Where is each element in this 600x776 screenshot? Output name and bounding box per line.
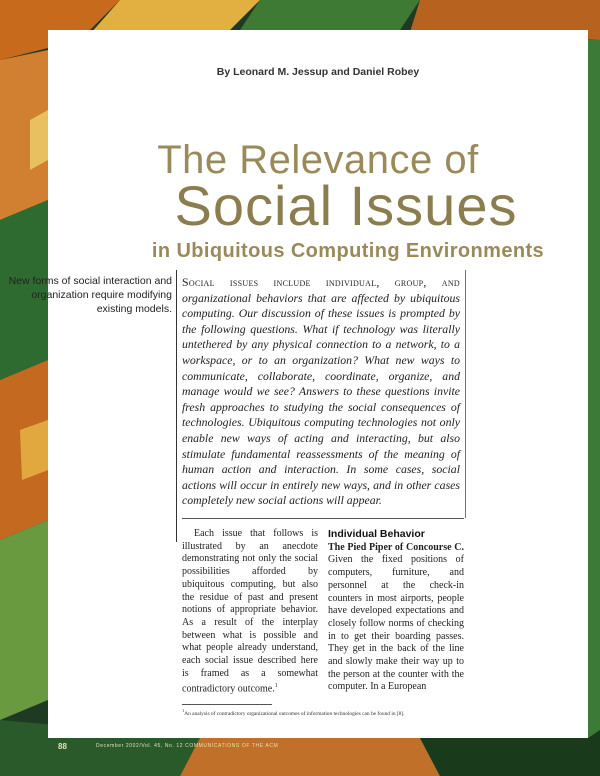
page-number: 88 (58, 742, 67, 751)
running-footer: December 2002/Vol. 45, No. 12 COMMUNICATIONS OF THE ACM (96, 743, 279, 749)
abstract-lead: Social issues include individual, group, and (182, 275, 460, 289)
footnote-text: An analysis of contradictory organizational outcomes of information technologies can be found in [8]. (184, 710, 405, 717)
section-divider (182, 518, 464, 519)
byline: By Leonard M. Jessup and Daniel Robey (216, 66, 420, 78)
article-page (8, 30, 588, 738)
body-column-right-text: Given the fixed positions of computers, furniture, and personnel at the check-in counters in most airports, people have developed expectations and closely follow norms of checking in to get their boarding passes. They get in the back of the line and slowly make their way up to the person at the counter with the computer. In a European (328, 554, 464, 693)
title-line-2: Social Issues (174, 174, 518, 237)
body-column-right (328, 528, 464, 694)
right-vertical-rule (465, 270, 466, 518)
pullquote: New forms of social interaction and organization require modifying existing models. (8, 275, 172, 315)
footnote-mark: 1 (182, 708, 185, 713)
left-vertical-rule (176, 270, 177, 542)
footnote (182, 708, 467, 717)
title-line-3: in Ubiquitous Computing Environments (151, 240, 545, 262)
body-column-left-text: Each issue that follows is illustrated by an anecdote demonstrating not only the social possibilities afforded by ubiquitous computing, but also the residue of past and present notions of appropriate behavior. As a result of the interplay between what is possible and what people already understand, each social issue described here is framed as a somewhat contradictory outcome. (182, 528, 318, 695)
footnote-rule (182, 704, 272, 705)
section-heading: Individual Behavior (328, 528, 425, 540)
abstract (182, 275, 460, 509)
footnote-reference: 1 (274, 683, 278, 690)
abstract-body: organizational behaviors that are affected by ubiquitous computing. Our discussion of these issues is prompted by the following questions. What if technology was literally untethered by any physical connection to a network, to a workspace, or to an organization? What new ways to communicate, collaborate, coordinate, organize, and manage would we see? Answers to these questions invite fresh approaches to studying the social consequences of technologies. Ubiquitous computing technologies not only enable new ways of acting and interacting, but also stimulate fundamental reassessments of the meaning of human action and interaction. In some cases, social actions will occur in entirely new ways, and in other cases completely new social actions will appear. (182, 290, 460, 508)
body-column-left (182, 528, 318, 696)
title-line-1: The Relevance of (157, 138, 479, 182)
subsection-heading: The Pied Piper of Concourse C. (328, 541, 464, 553)
